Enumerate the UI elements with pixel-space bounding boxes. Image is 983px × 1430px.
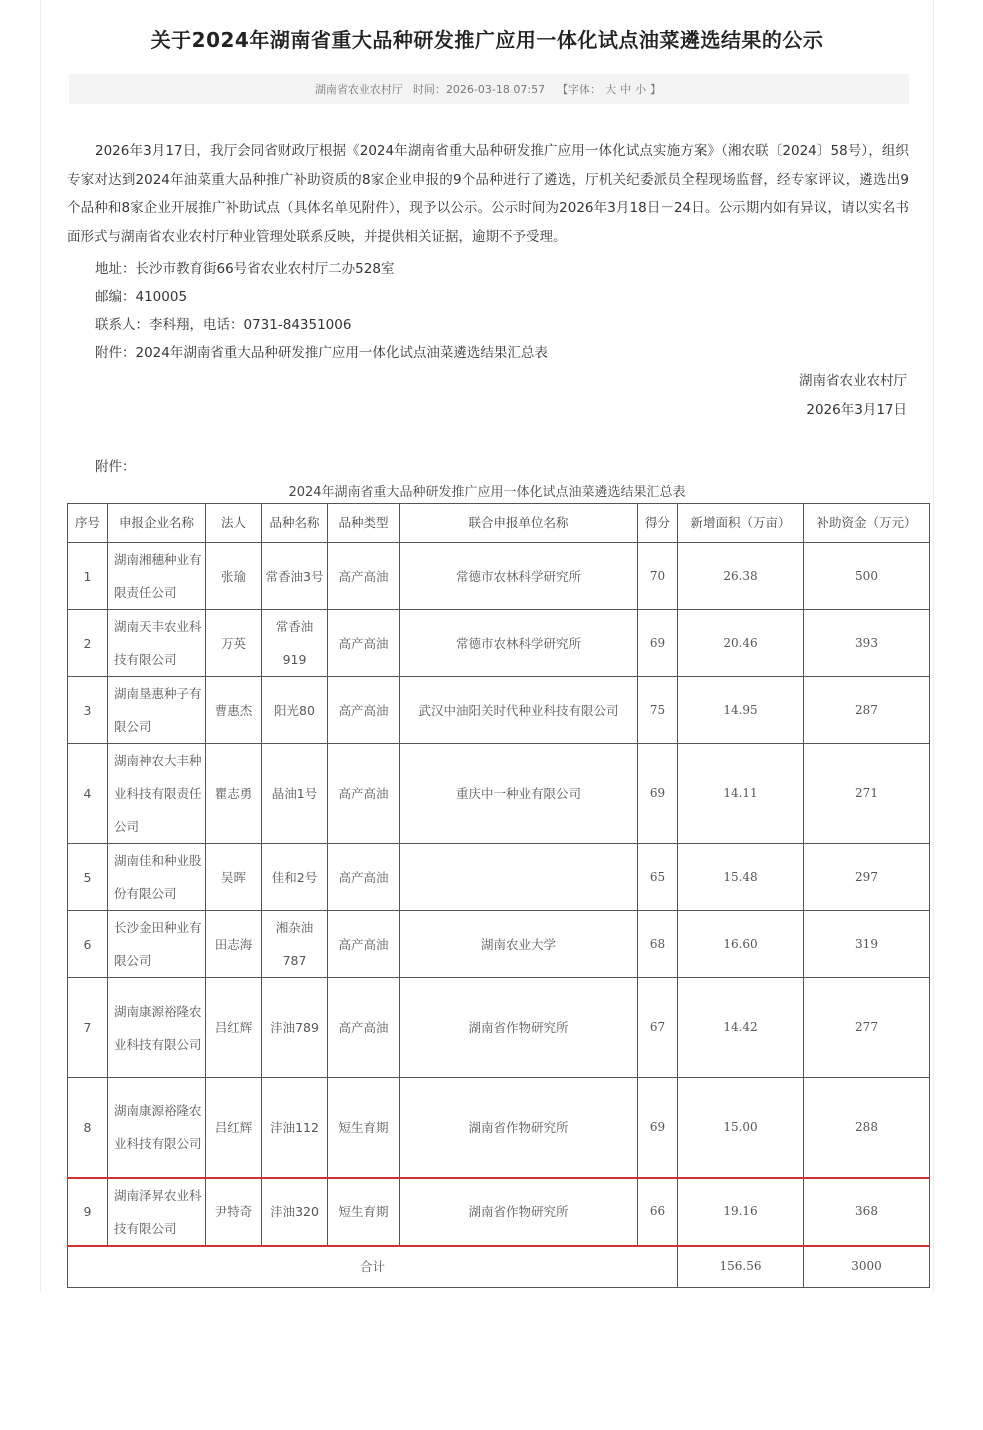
col-header: 法人 [206, 504, 262, 543]
attachment-line: 附件：2024年湖南省重大品种研发推广应用一体化试点油菜遴选结果汇总表 [95, 345, 548, 361]
col-header: 序号 [68, 504, 108, 543]
cell-score: 70 [638, 543, 678, 610]
cell-area: 14.95 [678, 677, 804, 744]
cell-partner: 湖南省作物研究所 [400, 978, 638, 1078]
cell-score: 69 [638, 1078, 678, 1178]
contact-line: 联系人：李科翔，电话：0731-84351006 [95, 317, 352, 333]
cell-index: 4 [68, 744, 108, 844]
cell-area: 26.38 [678, 543, 804, 610]
cell-area: 20.46 [678, 610, 804, 677]
cell-score: 68 [638, 911, 678, 978]
cell-company: 湖南康源裕隆农业科技有限公司 [108, 978, 206, 1078]
total-label: 合计 [68, 1246, 678, 1288]
cell-score: 69 [638, 610, 678, 677]
cell-partner: 常德市农林科学研究所 [400, 543, 638, 610]
cell-partner: 武汉中油阳关时代种业科技有限公司 [400, 677, 638, 744]
cell-legal-person: 万英 [206, 610, 262, 677]
cell-legal-person: 曹惠杰 [206, 677, 262, 744]
cell-variety: 沣油789 [262, 978, 328, 1078]
cell-index: 5 [68, 844, 108, 911]
cell-funds: 287 [804, 677, 930, 744]
table-row [68, 677, 930, 744]
table-row [68, 911, 930, 978]
cell-variety: 常香油3号 [262, 543, 328, 610]
cell-company: 湖南神农大丰种业科技有限责任公司 [108, 744, 206, 844]
cell-partner: 常德市农林科学研究所 [400, 610, 638, 677]
cell-variety: 晶油1号 [262, 744, 328, 844]
font-size-switcher: 【字体： 大 中 小 】 [557, 83, 662, 96]
col-header: 得分 [638, 504, 678, 543]
cell-index: 6 [68, 911, 108, 978]
article-meta-bar [69, 74, 909, 104]
cell-company: 湖南佳和种业股份有限公司 [108, 844, 206, 911]
cell-legal-person: 田志海 [206, 911, 262, 978]
signature-date: 2026年3月17日 [806, 402, 907, 418]
cell-type: 短生育期 [328, 1078, 400, 1178]
cell-index: 3 [68, 677, 108, 744]
col-header: 新增面积（万亩） [678, 504, 804, 543]
cell-partner: 重庆中一种业有限公司 [400, 744, 638, 844]
table-row [68, 844, 930, 911]
table-total-row [68, 1246, 930, 1288]
cell-variety: 湘杂油787 [262, 911, 328, 978]
cell-company: 湖南垦惠种子有限公司 [108, 677, 206, 744]
cell-type: 高产高油 [328, 844, 400, 911]
cell-type: 高产高油 [328, 744, 400, 844]
cell-area: 15.48 [678, 844, 804, 911]
cell-area: 19.16 [678, 1178, 804, 1246]
col-header: 品种类型 [328, 504, 400, 543]
cell-funds: 393 [804, 610, 930, 677]
attachment-label: 附件： [95, 459, 136, 475]
cell-type: 高产高油 [328, 610, 400, 677]
cell-index: 7 [68, 978, 108, 1078]
cell-company: 长沙金田种业有限公司 [108, 911, 206, 978]
cell-funds: 288 [804, 1078, 930, 1178]
col-header: 联合申报单位名称 [400, 504, 638, 543]
cell-partner [400, 844, 638, 911]
cell-score: 75 [638, 677, 678, 744]
cell-funds: 500 [804, 543, 930, 610]
table-row [68, 543, 930, 610]
cell-score: 69 [638, 744, 678, 844]
total-area: 156.56 [678, 1246, 804, 1288]
table-row [68, 744, 930, 844]
cell-score: 66 [638, 1178, 678, 1246]
cell-type: 高产高油 [328, 978, 400, 1078]
cell-index: 1 [68, 543, 108, 610]
cell-variety: 阳光80 [262, 677, 328, 744]
table-row [68, 1078, 930, 1178]
cell-legal-person: 尹特奇 [206, 1178, 262, 1246]
table-row [68, 978, 930, 1078]
postcode-line: 邮编：410005 [95, 289, 188, 305]
cell-area: 16.60 [678, 911, 804, 978]
cell-legal-person: 吕红辉 [206, 1078, 262, 1178]
cell-area: 14.42 [678, 978, 804, 1078]
address-line: 地址：长沙市教育街66号省农业农村厅二办528室 [95, 261, 395, 277]
col-header: 品种名称 [262, 504, 328, 543]
table-row-highlighted [68, 1178, 930, 1246]
cell-type: 高产高油 [328, 543, 400, 610]
cell-variety: 沣油320 [262, 1178, 328, 1246]
document-page [40, 0, 934, 1292]
results-table [67, 503, 930, 1288]
table-row [68, 610, 930, 677]
font-large-link[interactable]: 大 [605, 83, 617, 96]
cell-score: 67 [638, 978, 678, 1078]
total-funds: 3000 [804, 1246, 930, 1288]
cell-legal-person: 吕红辉 [206, 978, 262, 1078]
meta-time: 时间：2026-03-18 07:57 [412, 83, 546, 96]
cell-type: 高产高油 [328, 677, 400, 744]
cell-area: 15.00 [678, 1078, 804, 1178]
cell-funds: 271 [804, 744, 930, 844]
cell-company: 湖南湘穗种业有限责任公司 [108, 543, 206, 610]
cell-funds: 297 [804, 844, 930, 911]
cell-variety: 佳和2号 [262, 844, 328, 911]
cell-type: 高产高油 [328, 911, 400, 978]
cell-funds: 319 [804, 911, 930, 978]
cell-legal-person: 张瑜 [206, 543, 262, 610]
font-small-link[interactable]: 小 [635, 83, 647, 96]
table-header-row [68, 504, 930, 543]
cell-legal-person: 瞿志勇 [206, 744, 262, 844]
cell-partner: 湖南农业大学 [400, 911, 638, 978]
cell-partner: 湖南省作物研究所 [400, 1178, 638, 1246]
cell-partner: 湖南省作物研究所 [400, 1078, 638, 1178]
cell-index: 8 [68, 1078, 108, 1178]
cell-area: 14.11 [678, 744, 804, 844]
intro-paragraph: 2026年3月17日，我厅会同省财政厅根据《2024年湖南省重大品种研发推广应用一体化试点实施方案》（湘农联〔2024〕58号），组织专家对达到2024年油菜重大品种推广补助资质的8家企业申报的9个品种进行了遴选，厅机关纪委派员全程现场监督，经专家评议，遴选出9个品种和8家企业开展推广补助试点（具体名单见附件），现予以公示。公示时间为2026年3月18日－24日。公示期内如有异议，请以实名书面形式与湖南省农业农村厅种业管理处联系反映，并提供相关证据，逾期不予受理。 [67, 143, 909, 245]
cell-company: 湖南康源裕隆农业科技有限公司 [108, 1078, 206, 1178]
cell-company: 湖南泽昇农业科技有限公司 [108, 1178, 206, 1246]
col-header: 申报企业名称 [108, 504, 206, 543]
cell-variety: 沣油112 [262, 1078, 328, 1178]
cell-type: 短生育期 [328, 1178, 400, 1246]
cell-company: 湖南天丰农业科技有限公司 [108, 610, 206, 677]
cell-score: 65 [638, 844, 678, 911]
cell-index: 2 [68, 610, 108, 677]
table-title: 2024年湖南省重大品种研发推广应用一体化试点油菜遴选结果汇总表 [288, 485, 686, 500]
cell-legal-person: 吴晖 [206, 844, 262, 911]
page-title: 关于2024年湖南省重大品种研发推广应用一体化试点油菜遴选结果的公示 [150, 28, 824, 52]
cell-funds: 368 [804, 1178, 930, 1246]
font-medium-link[interactable]: 中 [620, 83, 632, 96]
meta-source: 湖南省农业农村厅 [314, 83, 403, 96]
col-header: 补助资金（万元） [804, 504, 930, 543]
cell-index: 9 [68, 1178, 108, 1246]
cell-funds: 277 [804, 978, 930, 1078]
signature: 湖南省农业农村厅 [799, 373, 907, 389]
cell-variety: 常香油919 [262, 610, 328, 677]
